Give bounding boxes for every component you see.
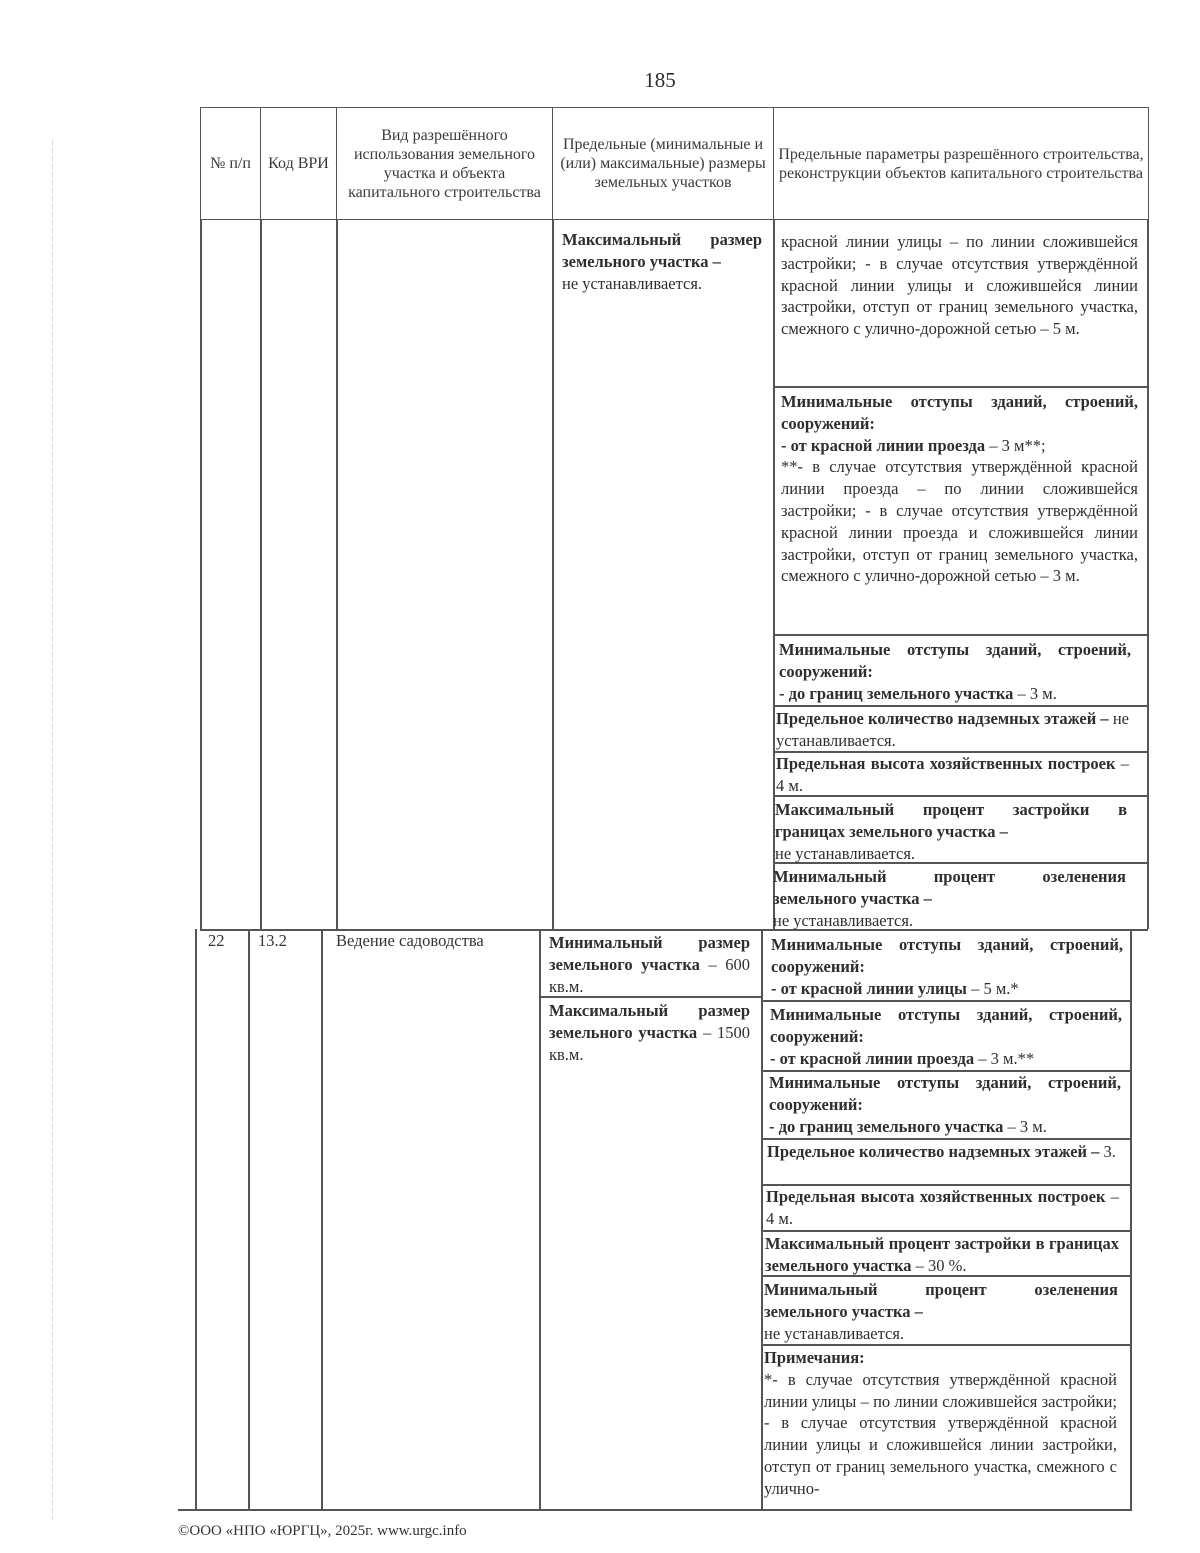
grid-line (321, 929, 323, 1510)
grid-line (773, 386, 1148, 388)
row22-param-7-bold: Минимальный процент озеленения земельного участка – (764, 1280, 1118, 1321)
prev-param-3-title: Минимальные отступы зданий, строений, сооружений: (779, 640, 1131, 681)
grid-line (336, 220, 338, 929)
prev-param-7-value: не устанавливается. (773, 910, 914, 930)
table-header (200, 107, 1149, 220)
row22-notes-title: Примечания: (764, 1348, 865, 1367)
row22-param-3-value: – 3 м. (1003, 1116, 1047, 1136)
row22-param-1-title: Минимальные отступы зданий, строений, сооружений: (771, 935, 1123, 976)
header-use: Вид разрешённого использования земельного участка и объекта капитального строительства (337, 108, 553, 220)
grid-line (773, 634, 1148, 636)
grid-line (761, 929, 763, 1510)
grid-line (761, 1138, 1131, 1140)
row22-param-4-value: 3. (1099, 1142, 1116, 1161)
prev-param-4-bold: Предельное количество надземных этажей – (776, 709, 1109, 728)
row22-size-min (549, 932, 750, 997)
row22-param-2-value: – 3 м.** (974, 1048, 1035, 1068)
row22-param-5-value: – 4 м. (766, 1187, 1120, 1228)
row22-param-6-value: – 30 %. (911, 1255, 967, 1275)
prev-param-6-value: не устанавливается. (775, 843, 916, 863)
header-num: № п/п (201, 108, 261, 220)
grid-line (178, 1509, 1132, 1511)
row22-param-7 (764, 1279, 1118, 1344)
grid-line (539, 929, 541, 1510)
grid-line (761, 1000, 1131, 1002)
row22-param-2 (770, 1004, 1122, 1069)
row22-param-3-title: Минимальные отступы зданий, строений, сооружений: (769, 1073, 1121, 1114)
binding-margin-line (52, 140, 53, 1520)
prev-size-max-title: Максимальный размер земельного участка – (562, 230, 762, 271)
row22-param-1-bold: - от красной линии улицы (771, 978, 967, 998)
row22-size-max (549, 1000, 750, 1065)
grid-line (773, 705, 1148, 707)
prev-param-7-bold: Минимальный процент озеленения земельного участка – (773, 867, 1126, 908)
row22-param-3 (769, 1072, 1121, 1137)
prev-param-3-bold: - до границ земельного участка (779, 683, 1014, 703)
grid-line (195, 929, 197, 1510)
row22-size-min-value: – 600 кв.м. (549, 954, 750, 996)
page-number: 185 (644, 68, 676, 92)
header-params: Предельные параметры разрешённого строительства, реконструкции объектов капитального строительства (774, 108, 1149, 220)
row22-param-6 (765, 1233, 1119, 1277)
row22-param-2-bold: - от красной линии проезда (770, 1048, 975, 1068)
row22-param-7-value: не устанавливается. (764, 1323, 905, 1343)
row22-param-1 (771, 934, 1123, 999)
prev-param-7 (773, 866, 1126, 931)
prev-param-3 (779, 639, 1131, 704)
row22-param-5-bold: Предельная высота хозяйственных построек (766, 1187, 1106, 1206)
header-size: Предельные (минимальные и (или) максимальные) размеры земельных участков (553, 108, 774, 220)
row22-param-2-title: Минимальные отступы зданий, строений, сооружений: (770, 1005, 1122, 1046)
grid-line (761, 1230, 1131, 1232)
row22-param-6-bold: Максимальный процент застройки в границах земельного участка (765, 1234, 1119, 1275)
grid-line (1147, 220, 1149, 929)
row22-size-min-title: Минимальный размер земельного участка (549, 933, 750, 974)
grid-line (552, 220, 554, 929)
prev-size-max (562, 229, 762, 294)
header-code: Код ВРИ (261, 108, 337, 220)
row22-param-4-bold: Предельное количество надземных этажей – (767, 1142, 1100, 1161)
row22-notes (764, 1347, 1117, 1507)
prev-param-5-bold: Предельная высота хозяйственных построек (776, 754, 1116, 773)
prev-param-2 (781, 391, 1138, 587)
prev-param-4-value: не устанавливается. (776, 709, 1129, 750)
row22-size-max-title: Максимальный размер земельного участка (549, 1001, 750, 1042)
prev-param-2-value: – 3 м**; (985, 435, 1046, 455)
row22-code: 13.2 (258, 931, 287, 950)
prev-size-max-value: не устанавливается. (562, 273, 703, 293)
prev-param-3-value: – 3 м. (1013, 683, 1057, 703)
row22-param-1-value: – 5 м.* (966, 978, 1019, 998)
prev-param-1: красной линии улицы – по линии сложившейся застройки; - в случае отсутствия утверждённой красной линии улицы и сложившейся линии застройки, отступ от границ земельного участка, смежного с улично-дорожной сетью – 5 м. (781, 232, 1138, 339)
prev-param-2-note: **- в случае отсутствия утверждённой красной линии проезда – по линии сложившейся застройки; - в случае отсутствия утверждённой красной линии проезда и сложившейся линии застройки, отступ от границ земельного участка, смежного с улично-дорожной сетью – 3 м. (781, 457, 1138, 586)
row22-param-3-bold: - до границ земельного участка (769, 1116, 1004, 1136)
grid-line (1130, 929, 1132, 1510)
prev-param-6-bold: Максимальный процент застройки в границах земельного участка – (775, 800, 1127, 841)
footer-copyright: ©ООО «НПО «ЮРГЦ», 2025г. www.urgc.info (178, 1523, 467, 1539)
prev-param-5 (776, 753, 1129, 797)
row22-notes-text: *- в случае отсутствия утверждённой красной линии улицы – по линии сложившейся застройки; - в случае отсутствия утверждённой красной линии улицы и сложившейся линии застройки, отступ от границ земельного участка, смежного с улично- (764, 1369, 1117, 1498)
grid-line (260, 220, 262, 929)
prev-param-6 (775, 799, 1127, 864)
prev-param-5-value: – 4 м. (776, 754, 1130, 795)
row22-use: Ведение садоводства (336, 931, 484, 950)
prev-param-2-title: Минимальные отступы зданий, строений, сооружений: (781, 392, 1138, 433)
row22-size-max-value: – 1500 кв.м. (549, 1022, 750, 1064)
grid-line (248, 929, 250, 1510)
prev-param-2-bold: - от красной линии проезда (781, 435, 986, 455)
grid-line (200, 220, 202, 929)
prev-param-4 (776, 708, 1129, 752)
row22-param-4 (767, 1141, 1120, 1163)
row22-param-5 (766, 1186, 1119, 1230)
row22-num: 22 (208, 931, 225, 950)
